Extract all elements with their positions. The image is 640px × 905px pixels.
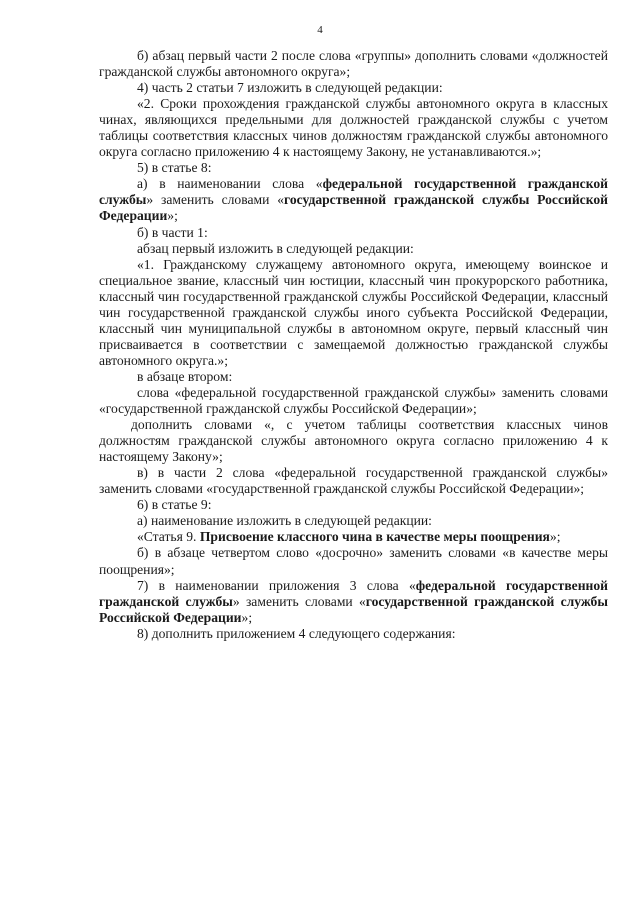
paragraph-16: б) в абзаце четвертом слово «досрочно» заменить словами «в качестве меры поощрения»; (99, 545, 608, 577)
paragraph-5 (99, 176, 608, 224)
paragraph-1: б) абзац первый части 2 после слова «группы» дополнить словами «должностей гражданской службы автономного округа»; (99, 48, 608, 80)
paragraph-5-text-c: » заменить словами « (146, 192, 285, 208)
paragraph-7: абзац первый изложить в следующей редакции: (137, 240, 414, 256)
paragraph-17-bold-old-term: федеральной государственной гражданской службы (99, 577, 608, 609)
paragraph-12: в) в части 2 слова «федеральной государственной гражданской службы» заменить словами «государственной гражданской службы Российской Федерации»; (99, 465, 608, 497)
paragraph-5-text-e: »; (167, 208, 178, 224)
paragraph-9: в абзаце втором: (137, 368, 233, 384)
paragraph-17 (99, 578, 608, 626)
paragraph-17-bold-new-term: государственной гражданской службы Российской Федерации (99, 593, 608, 625)
paragraph-17-text-c: » заменить словами « (232, 593, 366, 609)
paragraph-5-bold-old-term: федеральной государственной гражданской службы (99, 176, 608, 208)
paragraph-15-text-a: «Статья 9. (137, 529, 200, 545)
paragraph-18: 8) дополнить приложением 4 следующего содержания: (137, 625, 456, 641)
page-number: 4 (317, 24, 323, 36)
paragraph-2: 4) часть 2 статьи 7 изложить в следующей редакции: (137, 80, 443, 96)
paragraph-5-text-a: а) в наименовании слова « (137, 176, 323, 192)
paragraph-5-bold-new-term: государственной гражданской службы Российской Федерации (99, 192, 608, 224)
paragraph-17-text-e: »; (241, 609, 253, 625)
paragraph-8: «1. Гражданскому служащему автономного округа, имеющему воинское и специальное звание, классный чин юстиции, классный чин прокурорского работника, классный чин государственной гражданской службы Российской Федерации, классный чин государственной гражданской службы иного субъекта Российской Федерации, классный чин муниципальной службы в автономном округе, первый классный чин присваивается в соответствии с замещаемой должностью гражданской службы автономного округа.»; (99, 256, 608, 368)
paragraph-15-bold-title: Присвоение классного чина в качестве меры поощрения (199, 529, 550, 545)
paragraph-4: 5) в статье 8: (137, 160, 212, 176)
paragraph-6: б) в части 1: (137, 224, 208, 240)
paragraph-3: «2. Сроки прохождения гражданской службы автономного округа в классных чинах, являющихся предельными для должностей гражданской службы с учетом таблицы соответствия классных чинов должностям гражданской службы автономного округа согласно приложению 4 к настоящему Закону, не устанавливаются.»; (99, 96, 608, 160)
paragraph-17-text-a: 7) в наименовании приложения 3 слова « (137, 577, 416, 593)
document-body (99, 48, 608, 642)
paragraph-15-text-c: »; (549, 529, 561, 545)
paragraph-13: 6) в статье 9: (137, 497, 212, 513)
paragraph-15 (99, 529, 608, 545)
paragraph-10: слова «федеральной государственной гражданской службы» заменить словами «государственной гражданской службы Российской Федерации»; (99, 384, 608, 417)
paragraph-11: дополнить словами «, с учетом таблицы соответствия классных чинов должностям гражданской службы автономного округа согласно приложению 4 к настоящему Закону»; (99, 417, 608, 465)
paragraph-14: а) наименование изложить в следующей редакции: (137, 513, 432, 529)
